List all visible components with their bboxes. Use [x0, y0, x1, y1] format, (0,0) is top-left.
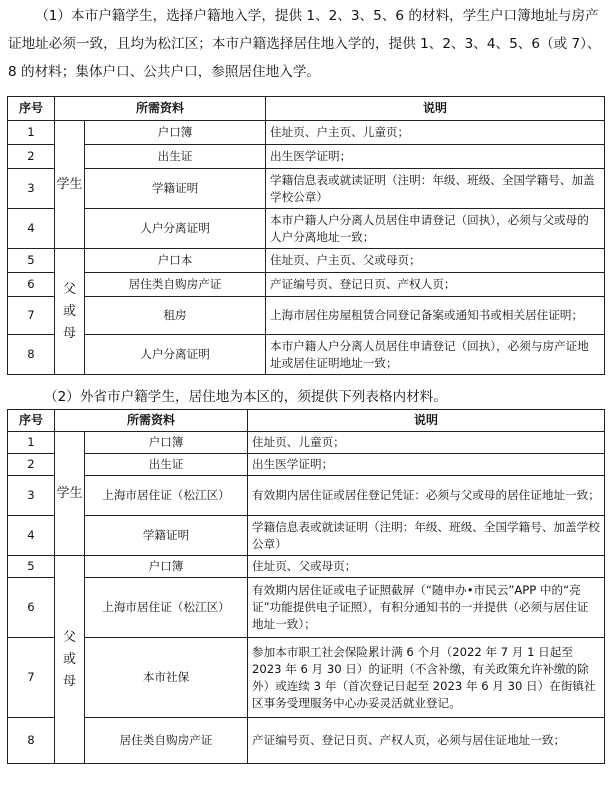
header-material: 所需资料 [55, 410, 248, 432]
table-row: 2 出生证 出生医学证明； [8, 145, 605, 169]
group-label-student: 学生 [55, 432, 85, 556]
table-row: 2 出生证 出生医学证明； [8, 454, 605, 476]
table-header [8, 97, 605, 121]
group-label-parent: 父或母 [55, 249, 85, 375]
table-row: 8 居住类自购房产证 产证编号页、登记日页、产权人页，必须与居住证地址一致； [8, 718, 605, 764]
table-row: 3 学籍证明 学籍信息表或就读证明（注明：年级、班级、全国学籍号、加盖学校公章） [8, 169, 605, 209]
table-row: 8 人户分离证明 本市户籍人户分离人员居住申请登记（回执），必须与房产证地址或居住证明地址一致； [8, 335, 605, 375]
header-material: 所需资料 [55, 97, 266, 121]
table-row: 4 学籍证明 学籍信息表或就读证明（注明：年级、班级、全国学籍号、加盖学校公章） [8, 516, 605, 556]
table-header [8, 410, 605, 432]
section2-title: （2）外省市户籍学生，居住地为本区的，须提供下列表格内材料。 [44, 389, 447, 405]
table-row: 5 父或母 户口本 住址页、户主页、父或母页； [8, 249, 605, 273]
intro-paragraph: （1）本市户籍学生，选择户籍地入学，提供 1、2、3、5、6 的材料，学生户口簿地址与房产证地址必须一致，且均为松江区；本市户籍选择居住地入学的，提供 1、2、3、4、5、6（或 7）、8 的材料；集体户口、公共户口，参照居住地入学。 [8, 8, 601, 80]
table-nonlocal-household [7, 409, 605, 764]
group-label-parent: 父或母 [55, 556, 85, 764]
table-row: 7 租房 上海市居住房屋租赁合同登记备案或通知书或相关居住证明； [8, 297, 605, 335]
table-row: 1 学生 户口簿 住址页、户主页、儿童页； [8, 121, 605, 145]
table-row: 5 父或母 户口簿 住址页、父或母页； [8, 556, 605, 578]
group-label-student: 学生 [55, 121, 85, 249]
table-row: 4 人户分离证明 本市户籍人户分离人员居住申请登记（回执），必须与父或母的人户分离地址一致； [8, 209, 605, 249]
table-row: 7 本市社保 参加本市职工社会保险累计满 6 个月（2022 年 7 月 1 日起至 2023 年 6 月 30 日）的证明（不含补缴，有关政策允许补缴的除外）或连续 3 年（首次登记日起至 2023 年 6 月 30 日）在街镇社区事务受理服务中心办妥灵活就业登记。 [8, 638, 605, 718]
header-no: 序号 [8, 97, 55, 121]
table-row: 6 居住类自购房产证 产证编号页、登记日页、产权人页； [8, 273, 605, 297]
header-no: 序号 [8, 410, 55, 432]
table-row: 1 学生 户口簿 住址页、儿童页； [8, 432, 605, 454]
table-row: 6 上海市居住证（松江区） 有效期内居住证或电子证照截屏（“随申办•市民云”APP 中的“亮证”功能提供电子证照），有积分通知书的一并提供（必须与居住证地址一致）； [8, 578, 605, 638]
table-local-household [7, 96, 605, 375]
header-note: 说明 [266, 97, 605, 121]
table-row: 3 上海市居住证（松江区） 有效期内居住证或居住登记凭证：必须与父或母的居住证地址一致； [8, 476, 605, 516]
header-note: 说明 [248, 410, 605, 432]
